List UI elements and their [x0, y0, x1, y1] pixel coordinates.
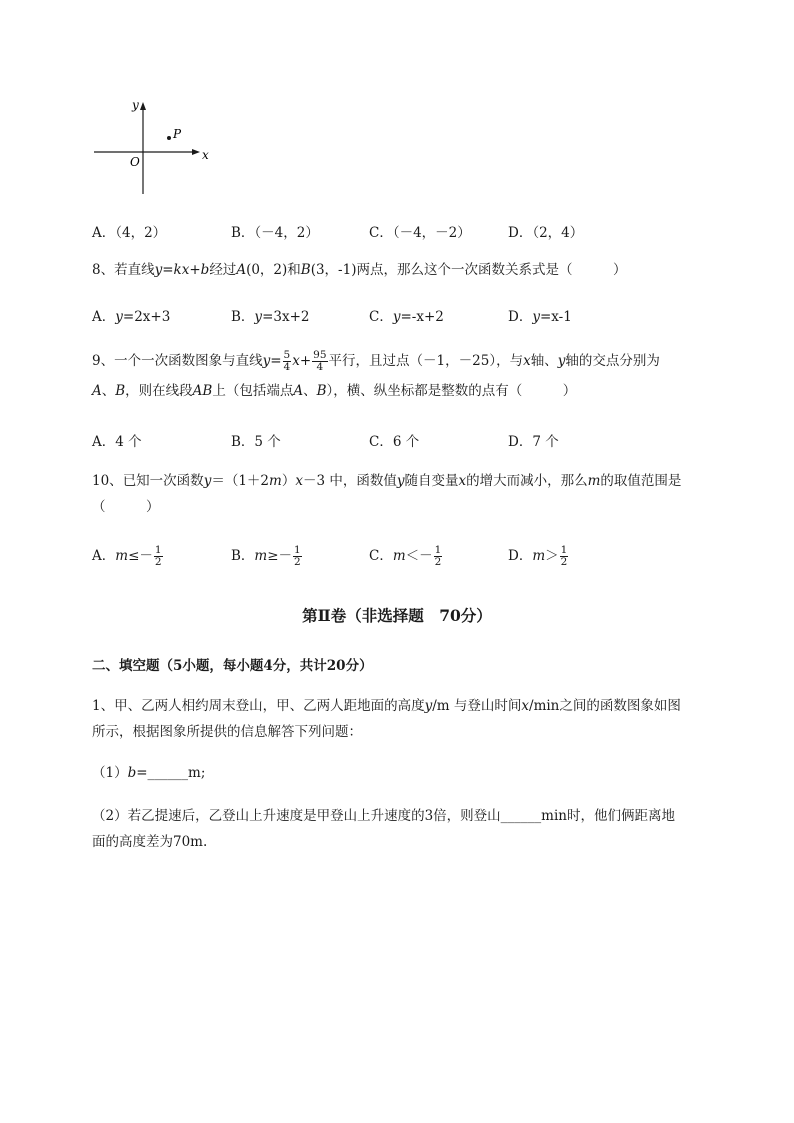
- var-y: y: [392, 309, 401, 325]
- question-text: /min之间的函数图象如图: [529, 698, 681, 714]
- q7-option-d[interactable]: [508, 221, 583, 241]
- question-text: (0，2)和: [246, 262, 301, 278]
- var-b: b: [127, 765, 137, 781]
- var-m: m: [532, 548, 546, 564]
- option-text: （－4，－2）: [392, 225, 471, 241]
- option-letter: A．: [92, 225, 116, 241]
- question-text: 轴、: [530, 353, 558, 369]
- fraction-1-2: [560, 545, 569, 568]
- fraction-denominator: 2: [560, 556, 568, 568]
- point-b: B: [115, 383, 126, 399]
- point-p-label: P: [173, 127, 182, 141]
- fraction-denominator: 2: [434, 556, 442, 568]
- q10-option-d[interactable]: [508, 544, 569, 568]
- var-y: y: [115, 309, 123, 325]
- fraction-95-4: [312, 350, 327, 373]
- q8-option-c[interactable]: [369, 305, 444, 325]
- equals-sign: =: [162, 262, 174, 278]
- fill-question-1-sub-2: [92, 803, 737, 855]
- option-text: =3x+2: [262, 309, 310, 325]
- part-2-title: 第Ⅱ卷（非选择题 70分）: [302, 606, 492, 625]
- point-b: B: [316, 383, 327, 399]
- option-letter: D．: [508, 225, 533, 241]
- var-x: x: [523, 353, 531, 369]
- relation-sign: ≥－: [267, 548, 293, 564]
- point-a: A: [92, 383, 102, 399]
- question-text: ，则在线段: [125, 383, 193, 399]
- question-number: 8、: [92, 262, 115, 278]
- question-text: 甲、乙两人相约周末登山，甲、乙两人距地面的高度: [114, 698, 425, 714]
- fraction-numerator: 1: [560, 544, 568, 556]
- option-letter: A．: [92, 548, 116, 564]
- var-m: m: [587, 473, 601, 489]
- fraction-numerator: 1: [294, 544, 301, 556]
- option-text: （2，4）: [532, 225, 584, 241]
- question-text: 经过: [209, 262, 237, 278]
- question-text: (3，-1)两点，那么这个一次函数关系式是（ ）: [310, 262, 627, 278]
- fraction-numerator: 95: [313, 349, 327, 361]
- q10-options: [92, 544, 712, 572]
- x-axis-label: x: [202, 148, 209, 162]
- q7-options: [92, 221, 712, 241]
- option-text: =x-1: [539, 309, 572, 325]
- var-m: m: [115, 548, 129, 564]
- fraction-denominator: 4: [283, 361, 291, 373]
- var-y: y: [154, 262, 163, 278]
- q10-option-a[interactable]: [92, 544, 164, 568]
- var-y: y: [424, 698, 433, 714]
- answer-blank: =______m;: [136, 765, 206, 781]
- relation-sign: ＞: [545, 548, 559, 564]
- y-axis-label: y: [132, 98, 139, 112]
- separator: 、: [303, 383, 317, 399]
- option-text: （4，2）: [115, 225, 167, 241]
- fraction-1-2: [154, 545, 163, 568]
- q9-option-b[interactable]: [231, 430, 281, 450]
- question-text: （2）若乙提速后，乙登山上升速度是甲登山上升速度的3倍，则登山______min时，他们俩距离地: [92, 808, 675, 824]
- question-number: 1、: [92, 698, 115, 714]
- question-number: 9、: [92, 353, 115, 369]
- plus-sign: +: [299, 353, 312, 369]
- question-text: 轴的交点分别为: [565, 353, 660, 369]
- fraction-denominator: 2: [294, 556, 301, 568]
- question-text: 的增大而减小，那么: [466, 473, 588, 489]
- equals-sign: =: [270, 353, 282, 369]
- question-text: 的取值范围是: [600, 473, 682, 489]
- fill-in-section-heading: 二、填空题（5小题，每小题4分，共计20分）: [92, 658, 373, 674]
- question-text: 所示，根据图象所提供的信息解答下列问题：: [92, 724, 362, 740]
- relation-sign: ＜－: [405, 548, 433, 564]
- var-m: m: [392, 548, 406, 564]
- option-letter: B．: [231, 548, 255, 564]
- coordinate-figure: [88, 94, 218, 198]
- point-a: A: [293, 383, 304, 399]
- var-y: y: [557, 353, 566, 369]
- var-y: y: [203, 473, 212, 489]
- option-text: （－4，2）: [254, 225, 319, 241]
- var-y: y: [262, 353, 271, 369]
- q7-option-a[interactable]: [92, 221, 166, 241]
- var-kx: kx: [173, 262, 190, 278]
- q10-option-b[interactable]: [231, 544, 303, 568]
- q9-option-d[interactable]: [508, 430, 559, 450]
- q8-options: [92, 305, 712, 325]
- fraction-1-2: [434, 545, 443, 568]
- fill-question-1-sub-1: [92, 760, 737, 786]
- option-letter: D．: [508, 548, 533, 564]
- option-text: 4 个: [115, 434, 142, 450]
- var-m: m: [269, 473, 282, 489]
- option-text: 7 个: [532, 434, 559, 450]
- plus-sign: +: [189, 262, 201, 278]
- fraction-5-4: [283, 350, 292, 373]
- var-x: x: [458, 473, 467, 489]
- question-9: [92, 346, 737, 406]
- var-x: x: [292, 353, 300, 369]
- sub-question-number: （1）: [92, 765, 128, 781]
- question-text: 若直线: [114, 262, 155, 278]
- question-text: 面的高度差为70m.: [92, 834, 208, 850]
- option-letter: B．: [231, 309, 255, 325]
- origin-label: O: [130, 155, 140, 169]
- answer-blank: （ ）: [92, 499, 160, 515]
- option-letter: D．: [508, 434, 533, 450]
- option-letter: B．: [231, 225, 255, 241]
- q9-option-a[interactable]: [92, 430, 142, 450]
- var-y: y: [254, 309, 263, 325]
- separator: 、: [101, 383, 116, 399]
- q9-options: [92, 430, 712, 450]
- var-y: y: [532, 309, 540, 325]
- question-text: /m 与登山时间: [432, 698, 522, 714]
- q8-option-b[interactable]: [231, 305, 309, 325]
- option-letter: C．: [369, 548, 393, 564]
- q8-option-d[interactable]: [508, 305, 572, 325]
- fraction-denominator: 2: [154, 556, 162, 568]
- option-letter: D．: [508, 309, 533, 325]
- option-letter: A．: [92, 434, 116, 450]
- point-a: A: [236, 262, 247, 278]
- var-y: y: [396, 473, 405, 489]
- fraction-1-2: [293, 545, 302, 568]
- option-letter: C．: [369, 434, 393, 450]
- question-text: 上（包括端点: [212, 383, 294, 399]
- option-letter: C．: [369, 225, 393, 241]
- q7-option-b[interactable]: [231, 221, 319, 241]
- x-axis-arrow: [192, 149, 200, 155]
- question-text: ）: [281, 473, 296, 489]
- fill-question-1: [92, 693, 737, 745]
- option-letter: A．: [92, 309, 116, 325]
- question-number: 10、: [92, 473, 123, 489]
- option-letter: B．: [231, 434, 255, 450]
- option-letter: C．: [369, 309, 393, 325]
- question-text: 一个一次函数图象与直线: [114, 353, 263, 369]
- q8-option-a[interactable]: [92, 305, 170, 325]
- question-text: ＝（1＋2: [211, 473, 270, 489]
- var-m: m: [254, 548, 268, 564]
- fraction-numerator: 1: [434, 544, 442, 556]
- question-text: －3 中，函数值: [302, 473, 397, 489]
- option-text: =2x+3: [122, 309, 171, 325]
- question-text: 随自变量: [404, 473, 459, 489]
- var-x: x: [521, 698, 530, 714]
- relation-sign: ≤－: [128, 548, 153, 564]
- question-text: 平行，且过点（－1，－25），与: [328, 353, 524, 369]
- q7-option-c[interactable]: [369, 221, 471, 241]
- point-b: B: [300, 262, 311, 278]
- question-text: ），横、纵坐标都是整数的点有（ ）: [326, 383, 577, 399]
- fraction-numerator: 5: [283, 349, 291, 361]
- y-axis-arrow: [140, 102, 146, 110]
- fraction-denominator: 4: [316, 361, 324, 373]
- fraction-numerator: 1: [154, 544, 162, 556]
- question-8: [92, 257, 737, 283]
- point-p: [167, 136, 171, 140]
- var-x: x: [295, 473, 303, 489]
- option-text: 6 个: [392, 434, 420, 450]
- var-b: b: [200, 262, 210, 278]
- option-text: =-x+2: [400, 309, 444, 325]
- segment-ab: AB: [192, 383, 213, 399]
- q9-option-c[interactable]: [369, 430, 419, 450]
- q10-option-c[interactable]: [369, 544, 443, 568]
- option-text: 5 个: [254, 434, 281, 450]
- question-text: 已知一次函数: [122, 473, 204, 489]
- question-10: [92, 468, 737, 520]
